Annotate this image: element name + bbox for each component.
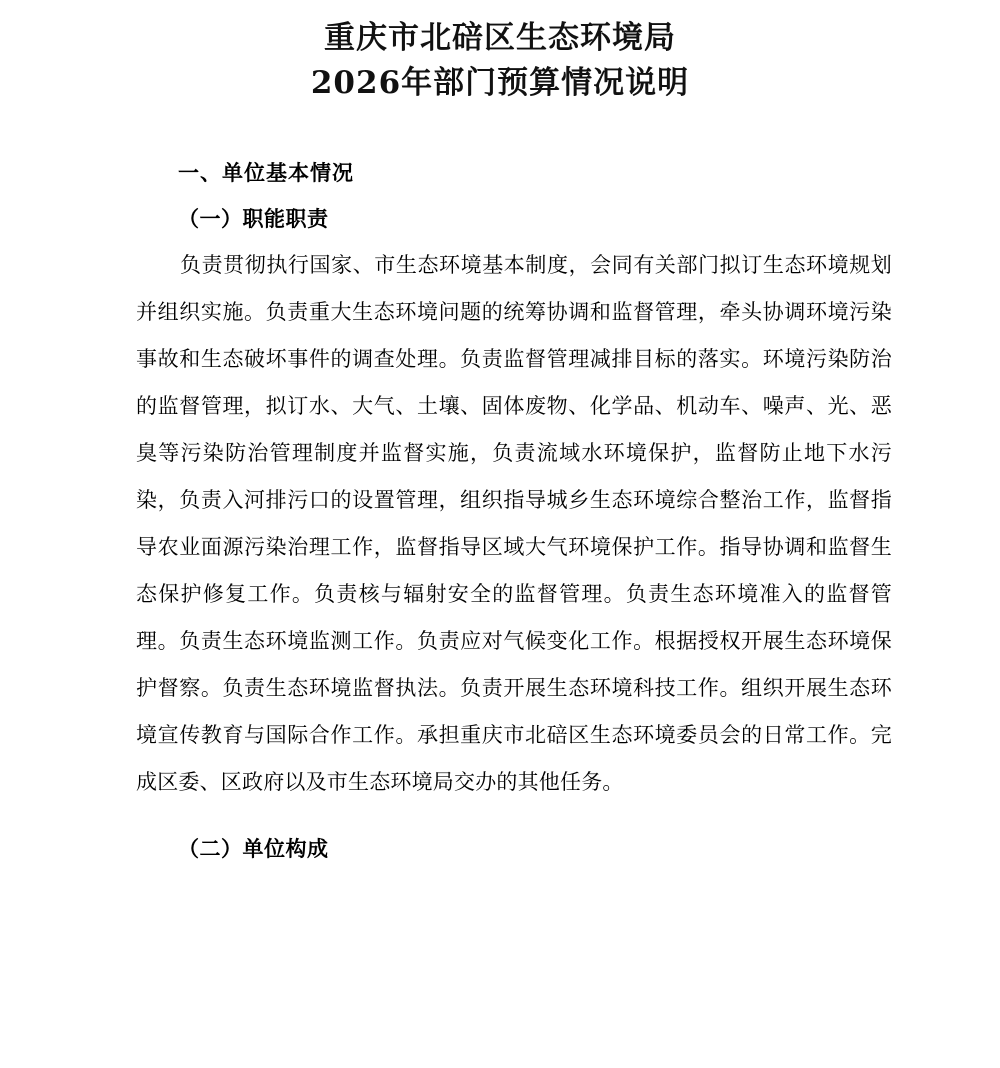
subsection-heading-duties: （一）职能职责: [178, 206, 329, 231]
section-heading-basic-info: 一、单位基本情况: [178, 160, 354, 185]
document-body: [0, 156, 1000, 868]
document-title-line-2: 2026年部门预算情况说明: [310, 65, 690, 101]
paragraph-duties-body: 负责贯彻执行国家、市生态环境基本制度，会同有关部门拟订生态环境规划并组织实施。负责重大生态环境问题的统筹协调和监督管理，牵头协调环境污染事故和生态破坏事件的调查处理。负责监督管理减排目标的落实。环境污染防治的监督管理，拟订水、大气、土壤、固体废物、化学品、机动车、噪声、光、恶臭等污染防治管理制度并监督实施，负责流域水环境保护，监督防止地下水污染，负责入河排污口的设置管理，组织指导城乡生态环境综合整治工作，监督指导农业面源污染治理工作，监督指导区域大气环境保护工作。指导协调和监督生态保护修复工作。负责核与辐射安全的监督管理。负责生态环境准入的监督管理。负责生态环境监测工作。负责应对气候变化工作。根据授权开展生态环境保护督察。负责生态环境监督执法。负责开展生态环境科技工作。组织开展生态环境宣传教育与国际合作工作。承担重庆市北碚区生态环境委员会的日常工作。完成区委、区政府以及市生态环境局交办的其他任务。: [136, 253, 892, 794]
subsection-heading-composition: （二）单位构成: [178, 836, 329, 861]
document-title-line-1: 重庆市北碚区生态环境局: [324, 20, 676, 56]
document-title: [0, 0, 1000, 106]
